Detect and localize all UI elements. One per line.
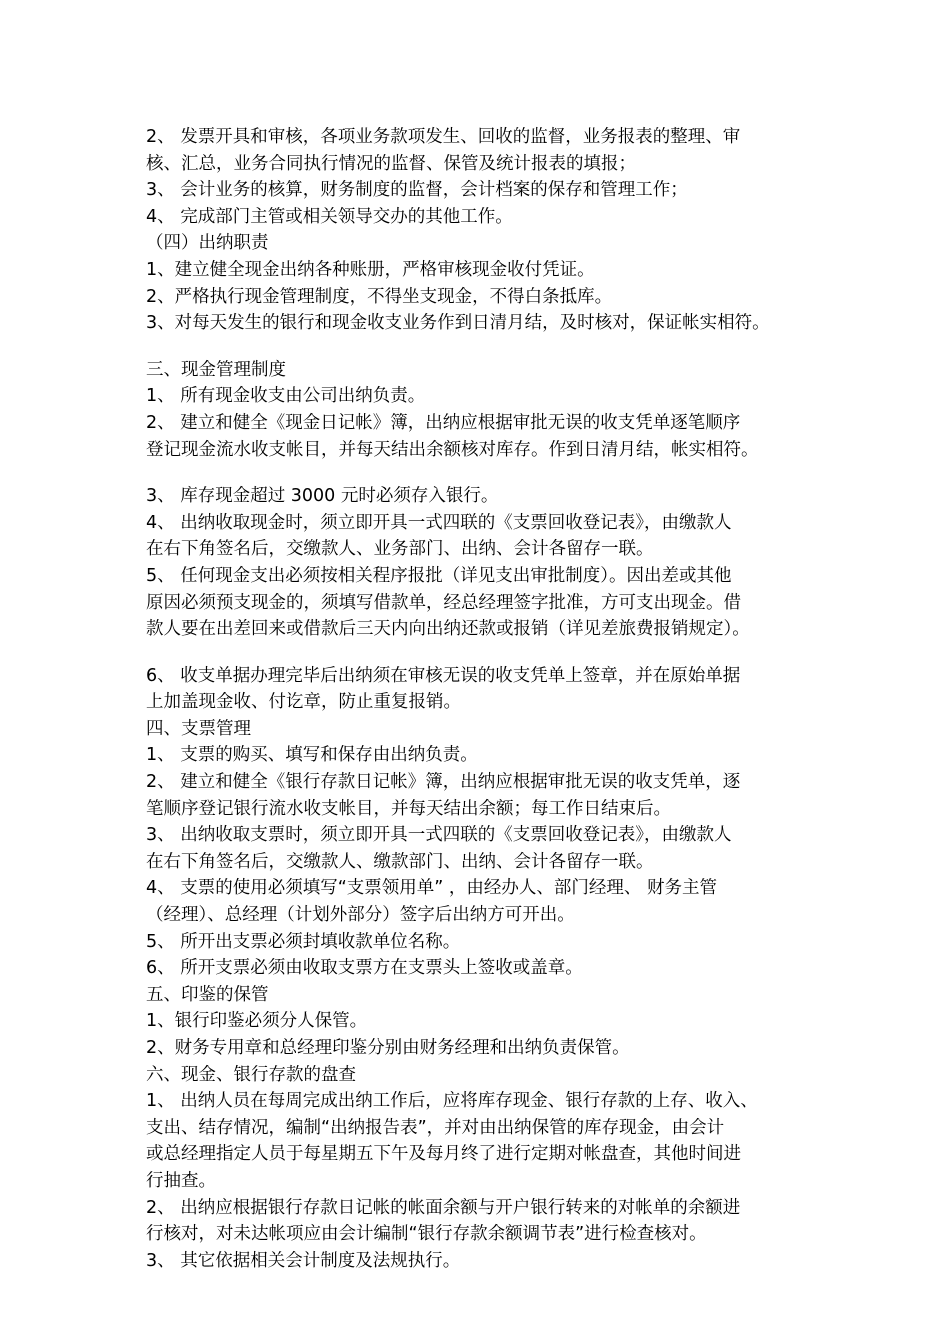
text-line: 五、印鉴的保管 [146, 984, 269, 1005]
text-line: 1、 所有现金收支由公司出纳负责。 [146, 386, 426, 407]
text-line: 行抽查。 [146, 1170, 216, 1191]
text-line: 3、 出纳收取支票时，须立即开具一式四联的《支票回收登记表》，由缴款人 [146, 825, 732, 846]
blank-line [146, 643, 826, 663]
text-line: 款人要在出差回来或借款后三天内向出纳还款或报销（详见差旅费报销规定）。 [146, 619, 750, 640]
text-line: 1、建立健全现金出纳各种账册，严格审核现金收付凭证。 [146, 259, 595, 280]
text-line: 登记现金流水收支帐目，并每天结出余额核对库存。作到日清月结，帐实相符。 [146, 439, 759, 460]
text-line: 4、 支票的使用必须填写“支票领用单” ，由经办人、部门经理、 财务主管 [146, 878, 717, 899]
text-line: 1、 支票的购买、填写和保存由出纳负责。 [146, 745, 478, 766]
text-line: 2、 出纳应根据银行存款日记帐的帐面余额与开户银行转来的对帐单的余额进 [146, 1197, 741, 1218]
text-line: 原因必须预支现金的，须填写借款单，经总经理签字批准，方可支出现金。借 [146, 592, 741, 613]
text-line: 2、严格执行现金管理制度，不得坐支现金，不得白条抵库。 [146, 286, 613, 307]
text-line: 3、 库存现金超过 3000 元时必须存入银行。 [146, 486, 499, 507]
text-line: 4、 完成部门主管或相关领导交办的其他工作。 [146, 206, 513, 227]
text-line: 6、 收支单据办理完毕后出纳须在审核无误的收支凭单上签章，并在原始单据 [146, 665, 741, 686]
text-line: 3、 会计业务的核算，财务制度的监督，会计档案的保存和管理工作； [146, 180, 688, 201]
text-line: 三、现金管理制度 [146, 359, 286, 380]
text-line: 5、 所开出支票必须封填收款单位名称。 [146, 931, 461, 952]
text-line: 上加盖现金收、付讫章，防止重复报销。 [146, 692, 461, 713]
text-line: 6、 所开支票必须由收取支票方在支票头上签收或盖章。 [146, 958, 583, 979]
text-line: 2、 建立和健全《现金日记帐》簿，出纳应根据审批无误的收支凭单逐笔顺序 [146, 412, 741, 433]
blank-line [146, 463, 826, 483]
text-line: （四）出纳职责 [146, 233, 269, 254]
text-line: 支出、结存情况，编制“出纳报告表”，并对由出纳保管的库存现金，由会计 [146, 1117, 725, 1138]
text-line: 5、 任何现金支出必须按相关程序报批（详见支出审批制度）。因出差或其他 [146, 565, 732, 586]
text-line: 四、支票管理 [146, 718, 251, 739]
text-line: 1、银行印鉴必须分人保管。 [146, 1011, 368, 1032]
text-line: 2、 发票开具和审核，各项业务款项发生、回收的监督，业务报表的整理、审 [146, 127, 741, 147]
text-line: （经理）、总经理（计划外部分）签字后出纳方可开出。 [146, 905, 575, 926]
text-line: 或总经理指定人员于每星期五下午及每月终了进行定期对帐盘查，其他时间进 [146, 1144, 741, 1165]
text-line: 2、 建立和健全《银行存款日记帐》簿，出纳应根据审批无误的收支凭单，逐 [146, 772, 741, 793]
document-page [146, 124, 826, 1274]
blank-line [146, 337, 826, 357]
text-line: 行核对，对未达帐项应由会计编制“银行存款余额调节表”进行检查核对。 [146, 1224, 707, 1245]
text-line: 2、财务专用章和总经理印鉴分别由财务经理和出纳负责保管。 [146, 1038, 630, 1058]
text-line: 3、 其它依据相关会计制度及法规执行。 [146, 1250, 461, 1271]
text-line: 4、 出纳收取现金时，须立即开具一式四联的《支票回收登记表》，由缴款人 [146, 512, 732, 533]
text-line: 六、现金、银行存款的盘查 [146, 1064, 356, 1085]
text-line: 1、 出纳人员在每周完成出纳工作后，应将库存现金、银行存款的上存、收入、 [146, 1091, 758, 1112]
text-line: 笔顺序登记银行流水收支帐目，并每天结出余额；每工作日结束后。 [146, 798, 671, 819]
text-line: 在右下角签名后，交缴款人、业务部门、出纳、会计各留存一联。 [146, 539, 654, 560]
text-line: 核、汇总，业务合同执行情况的监督、保管及统计报表的填报； [146, 153, 636, 174]
text-line: 在右下角签名后，交缴款人、缴款部门、出纳、会计各留存一联。 [146, 851, 654, 872]
text-line: 3、对每天发生的银行和现金收支业务作到日清月结，及时核对，保证帐实相符。 [146, 313, 770, 334]
